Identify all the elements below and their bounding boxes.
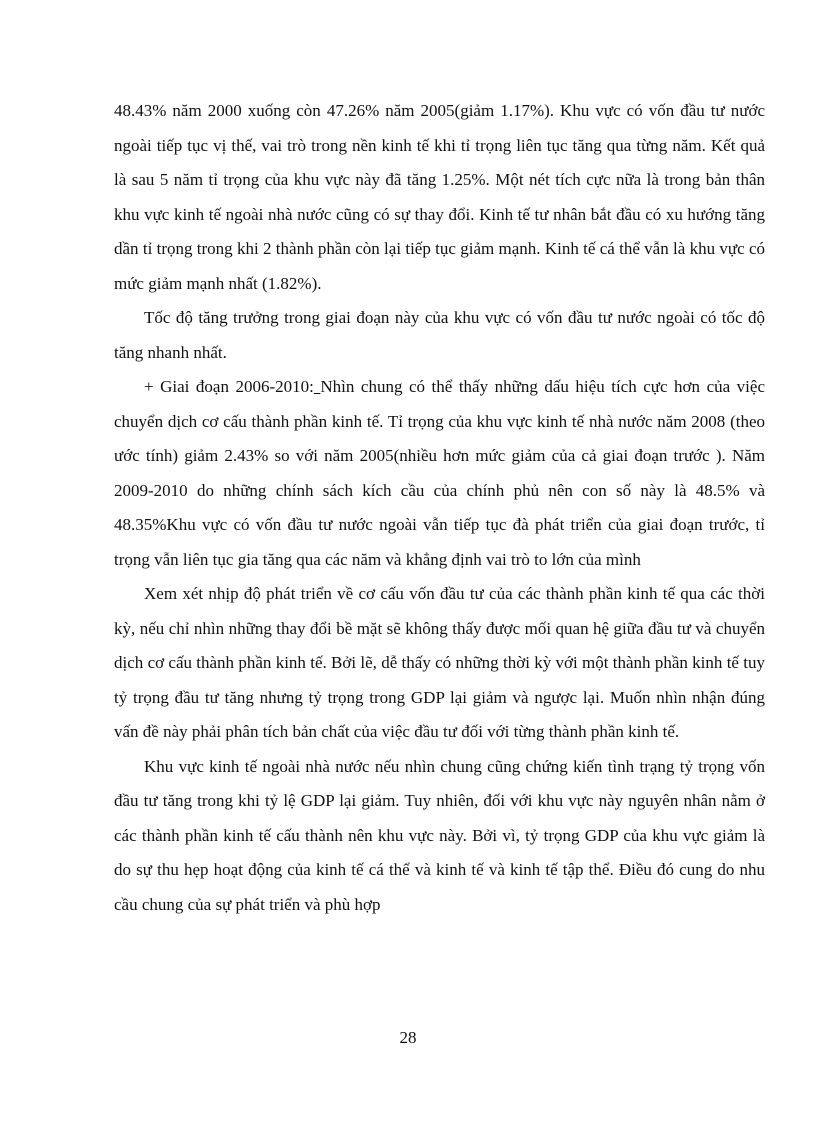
- paragraph-continuation: 48.43% năm 2000 xuống còn 47.26% năm 2005(giảm 1.17%). Khu vực có vốn đầu tư nước ngoài tiếp tục vị thế, vai trò trong nền kinh tế khi tỉ trọng liên tục tăng qua từng năm. Kết quả là sau 5 năm tỉ trọng của khu vực này đã tăng 1.25%. Một nét tích cực nữa là trong bản thân khu vực kinh tế ngoài nhà nước cũng có sự thay đổi. Kinh tế tư nhân bắt đầu có xu hướng tăng dần tỉ trọng trong khi 2 thành phần còn lại tiếp tục giảm mạnh. Kinh tế cá thể vẫn là khu vực có mức giảm mạnh nhất (1.82%).: [114, 101, 765, 293]
- paragraph-non-state-sector: Khu vực kinh tế ngoài nhà nước nếu nhìn chung cũng chứng kiến tình trạng tỷ trọng vốn đầu tư tăng trong khi tỷ lệ GDP lại giảm. Tuy nhiên, đối với khu vực này nguyên nhân nằm ở các thành phần kinh tế cấu thành nên khu vực này. Bởi vì, tỷ trọng GDP của khu vực giảm là do sự thu hẹp hoạt động của kinh tế cá thể và kinh tế và kinh tế tập thể. Điều đó cung do nhu cầu chung của sự phát triển và phù hợp: [114, 756, 765, 914]
- paragraph-period-2006-2010: [114, 370, 765, 577]
- period-heading: + Giai đoạn 2006-2010:: [144, 377, 314, 396]
- paragraph-investment-structure: Xem xét nhịp độ phát triển về cơ cấu vốn đầu tư của các thành phần kinh tế qua các thời kỳ, nếu chỉ nhìn những thay đổi bề mặt sẽ không thấy được mối quan hệ giữa đầu tư và chuyển dịch cơ cấu thành phần kinh tế. Bởi lẽ, dễ thấy có những thời kỳ với một thành phần kinh tế tuy tỷ trọng đầu tư tăng nhưng tỷ trọng trong GDP lại giảm và ngược lại. Muốn nhìn nhận đúng vấn đề này phải phân tích bản chất của việc đầu tư đối với từng thành phần kinh tế.: [114, 584, 765, 741]
- page-number: 28: [399, 1028, 417, 1047]
- period-body: Nhìn chung có thể thấy những dấu hiệu tích cực hơn của việc chuyển dịch cơ cấu thành phần kinh tế. Tỉ trọng của khu vực kinh tế nhà nước năm 2008 (theo ước tính) giảm 2.43% so với năm 2005(nhiều hơn mức giảm của cả giai đoạn trước ). Năm 2009-2010 do những chính sách kích cầu của chính phủ nên con số này là 48.5% và 48.35%Khu vực có vốn đầu tư nước ngoài vẫn tiếp tục đà phát triển của giai đoạn trước, tỉ trọng vẫn liên tục gia tăng qua các năm và khẳng định vai trò to lớn của mình: [114, 377, 765, 569]
- body-text: [114, 94, 765, 922]
- paragraph-growth-rate: Tốc độ tăng trưởng trong giai đoạn này của khu vực có vốn đầu tư nước ngoài có tốc độ tăng nhanh nhất.: [114, 308, 765, 362]
